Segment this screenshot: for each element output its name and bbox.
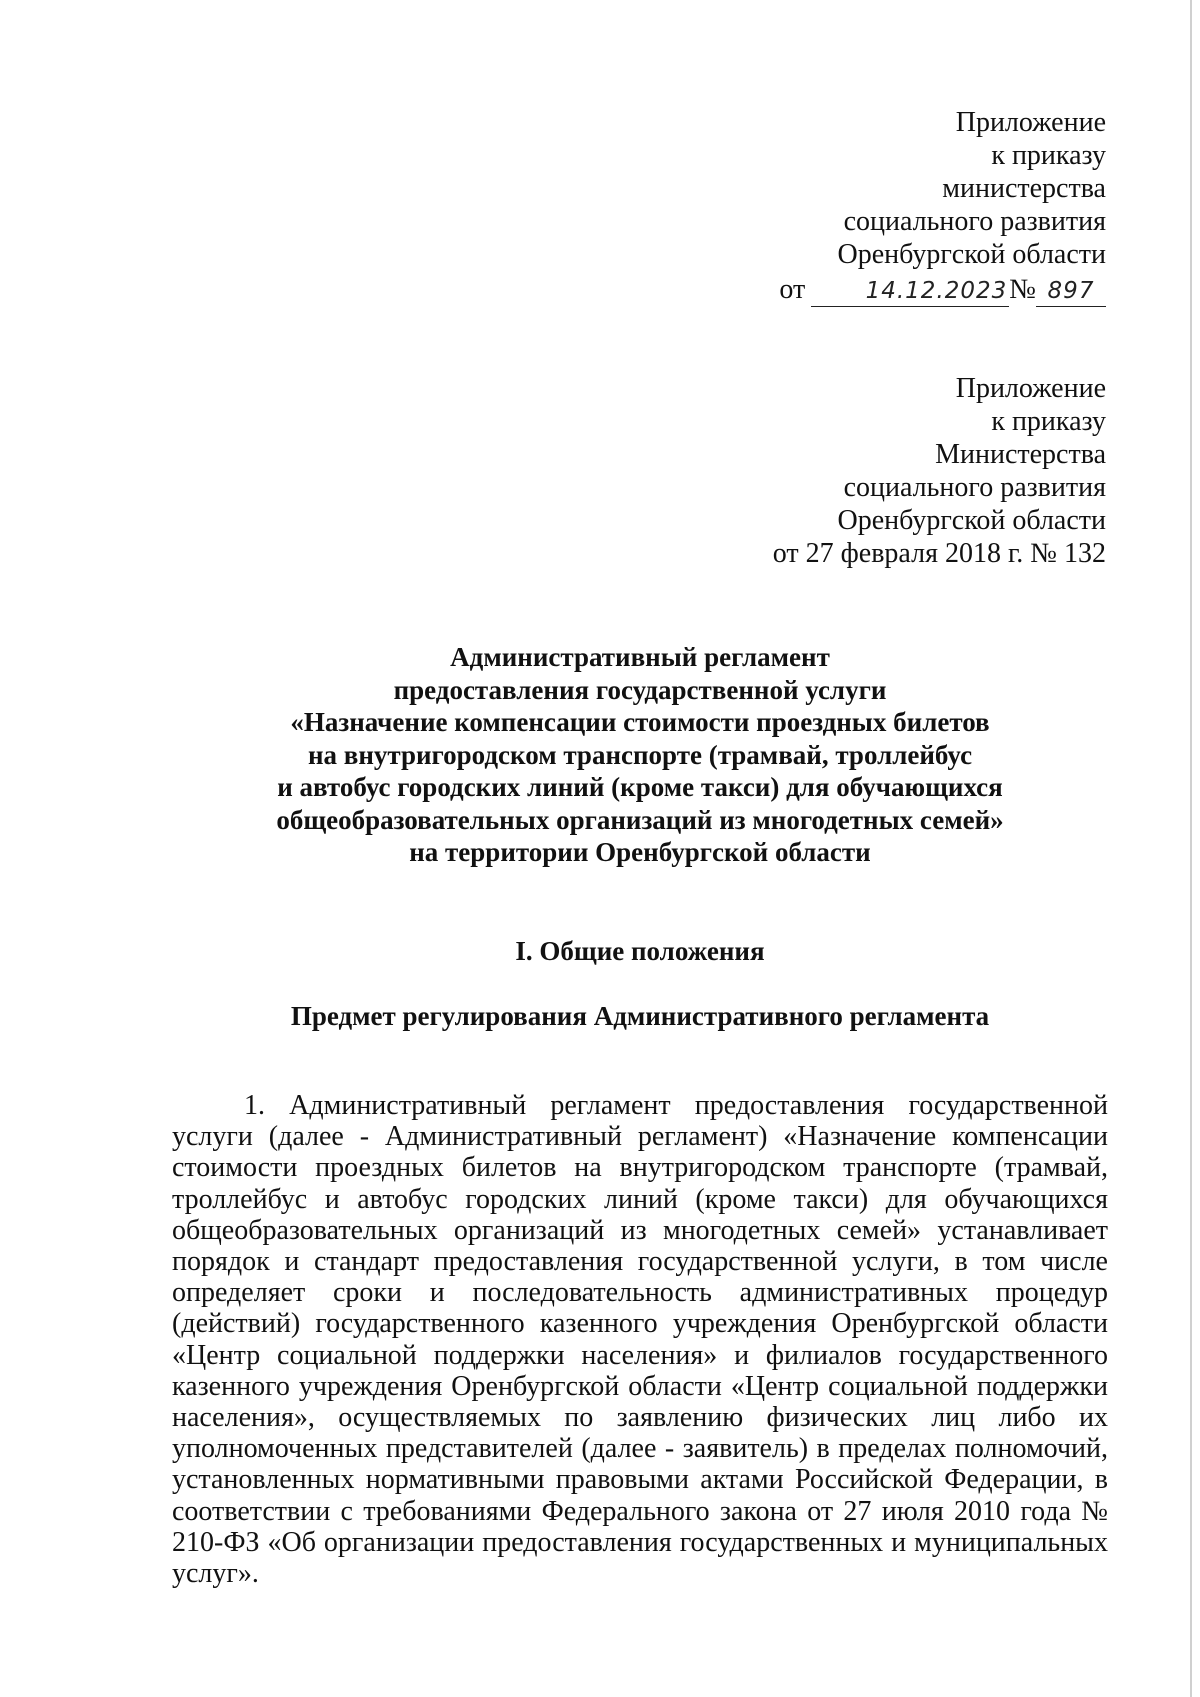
document-title [160, 641, 1120, 869]
original-order-line: социального развития [843, 472, 1106, 503]
original-order-line: Оренбургской области [837, 505, 1106, 536]
approval-number-field [1036, 275, 1106, 307]
subsection-heading: Предмет регулирования Административного регламента [290, 1001, 990, 1031]
title-line: на территории Оренбургской области [409, 837, 871, 867]
paragraph-1: 1. Административный регламент предоставления государственной услуги (далее - Административный регламент) «Назначение компенсации стоимости проездных билетов на внутригородском транспорте (трамвай, троллейбус и автобус городских линий (кроме такси) для обучающихся общеобразовательных организаций из многодетных семей» устанавливает порядок и стандарт предоставления государственной услуги, в том числе определяет сроки и последовательность административных процедур (действий) государственного казенного учреждения Оренбургской области «Центр социальной поддержки населения» и филиалов государственного казенного учреждения Оренбургской области «Центр социальной поддержки населения», осуществляемых по заявлению физических лиц либо их уполномоченных представителей (далее - заявитель) в пределах полномочий, установленных нормативными правовыми актами Российской Федерации, в соответствии с требованиями Федерального закона от 27 июля 2010 года № 210-ФЗ «Об организации предоставления государственных и муниципальных услуг». [172, 1090, 1108, 1590]
approval-date-number-line [779, 273, 1106, 306]
title-line: предоставления государственной услуги [393, 674, 887, 705]
scan-edge-line [1190, 0, 1192, 1697]
original-order-line: от 27 февраля 2018 г. № 132 [772, 538, 1106, 569]
number-sign: № [1009, 274, 1036, 305]
title-line: общеобразовательных организаций из многодетных семей» [276, 804, 1004, 835]
approval-line: Оренбургской области [837, 239, 1106, 270]
section-heading: I. Общие положения [515, 936, 765, 966]
approval-date-handwritten: 14.12.2023 [865, 278, 1008, 304]
title-line: и автобус городских линий (кроме такси) для обучающихся [277, 772, 1003, 802]
approval-number-handwritten: 897 [1047, 278, 1095, 304]
original-order-line: Министерства [935, 439, 1106, 470]
title-line: Административный регламент [450, 642, 830, 672]
original-order-line: Приложение [955, 373, 1106, 404]
original-order-block [773, 372, 1106, 570]
approval-line: социального развития [843, 206, 1106, 237]
title-line: на внутригородском транспорте (трамвай, троллейбус [307, 739, 973, 770]
approval-block [779, 106, 1106, 306]
ot-label: от [779, 274, 806, 305]
approval-line: к приказу [991, 140, 1106, 171]
original-order-line: к приказу [991, 406, 1106, 437]
approval-line: министерства [942, 173, 1106, 204]
title-line: «Назначение компенсации стоимости проездных билетов [290, 707, 990, 737]
approval-date-field [811, 275, 1009, 307]
approval-line: Приложение [955, 107, 1106, 138]
